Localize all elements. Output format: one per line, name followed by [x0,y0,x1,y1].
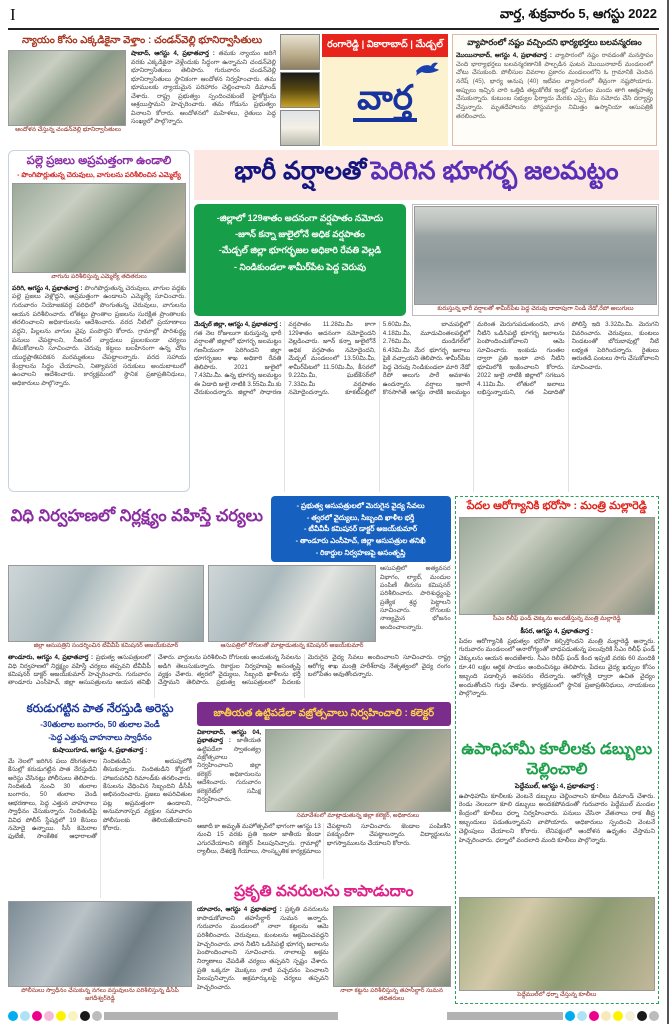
body-text: వ్యాపారంలో నష్టం రావడంతో మనస్తాపం చెంది భార్యాభర్తలు బలవన్మరణానికి పాల్పడిన ఘటన మొయినాబాద్ మండలంలో చోటు చేసుకుంది. పోలీసుల వివరాల ప్రకారం మండలంలోని ఓ గ్రామానికి చెందిన నరేష్ (45), భార్య అనుష (40) ఇటీవల వ్యాపారంలో తీవ్రంగా నష్టపోయారు. అప్పులు ఇచ్చిన వారి ఒత్తిడి తట్టుకోలేక ఇంట్లో పురుగుల మందు తాగి ఆత్మహత్య చేసుకున్నారు. కుటుంబ సభ్యుల ఫిర్యాదు మేరకు ఎస్సై కేసు నమోదు చేసి దర్యాప్తు చేస్తున్నారు. మృతదేహాలను పోస్టుమార్టం నిమిత్తం ఉస్మానియా ఆసుపత్రికి తరలించారు. [456,52,654,120]
highlight-item: -మేడ్చల్ జిల్లా భూగర్భజల అధికారి రేవతి వెల్లడి [218,245,382,256]
photo-block [8,50,128,142]
print-color-dot [625,1011,635,1021]
story-body [194,321,659,492]
story-body: ఆజాదీ కా అమృత్ మహోత్సవ్‌లో భాగంగా ఆగస్టు 13 నుంచి 15 వరకు ప్రతి ఇంటా జాతీయ జెండా ఎగురవేయాలని కలెక్టర్ పిలుపునిచ్చారు. గ్రామాల్లో ర్యాలీలు, దేశభక్తి గేయాలు, సాంస్కృతిక కార్యక్రమాలు చేపట్టాలని సూచించారు. జెండాల పంపిణీని పకడ్బందీగా చేపట్టాలన్నారు. విద్యార్థులను భాగస్వాములను చేయాలని కోరారు. [197,823,451,856]
print-color-dot [565,1011,575,1021]
intro-text: జాతీయత ఉట్టిపడేలా స్వాతంత్య్ర వజ్రోత్సవాలు నిర్వహించాలని జిల్లా కలెక్టర్ అధికారులను ఆదేశించారు. గురువారం కలెక్టరేట్‌లో సమీక్ష నిర్వహించారు. [197,737,261,803]
dateline: కీసర, ఆగస్టు 4, ప్రభాతవార్త : [520,627,594,635]
photo-caption: పెద్దేముల్‌లో ధర్నా చేస్తున్న కూలీలు [517,991,597,998]
photo-patient-ward [208,565,376,642]
highlights-box [271,496,451,562]
headline-part-1: భారీ వర్షాలతో [234,157,367,185]
photo-block [412,204,659,316]
story-body: మే నెలలో జరిగిన పలు దొంగతనాల కేసుల్లో కరుడుగట్టిన పాత నేరస్తుడిని అరెస్టు చేసినట్లు పోలీసులు తెలిపారు. నిందితుడి నుంచి 30 తులాల బంగారం, 50 తులాల వెండి ఆభరణాలు, పెద్ద ఎత్తున వాహనాలు స్వాధీనం చేసుకున్నారు. నిందితుడిపై వివిధ పోలీస్ స్టేషన్లలో 19 కేసులు నమోదై ఉన్నాయి. సీసీ కెమెరాల ఫుటేజీ, సాంకేతిక ఆధారాలతో నిందితుడిని అదుపులోకి తీసుకున్నారు. నిందితుడిని కోర్టులో హాజరుపరిచి రిమాండ్‌కు తరలించారు. కేసులను చేధించిన సిబ్బందిని డీసీపీ అభినందించారు. ప్రజలు అపరిచితుల పట్ల అప్రమత్తంగా ఉండాలని, అనుమానాస్పద వ్యక్తుల సమాచారం పోలీసులకు తెలియజేయాలని కోరారు. [8,758,192,841]
dateline: వికారాబాద్, ఆగస్టు 04, ప్రభాతవార్త : [197,729,261,745]
edition-banner: రంగారెడ్డి | వికారాబాద్ | మేడ్చల్ [322,34,448,57]
highlight-item: - టీవీవీపీ కమిషనర్ డాక్టర్ అజయ్‌కుమార్ [304,524,418,534]
dateline: కుషాయిగూడ, ఆగస్టు 4, ప్రభాతవార్త : [52,747,148,754]
photo-caption: పోలీసులు స్వాధీనం చేసుకున్న నగలు వస్తువులను పరిశీలిస్తున్న డీసీపీ జగదీశ్వర్‌రెడ్డి [21,988,179,1002]
print-color-dot [637,1011,647,1021]
highlight-item: - త్వరలో వైద్యులు, సిబ్బంది ఖాళీల భర్తీ [306,512,415,522]
dateline: తాండూరు, ఆగస్టు 4, ప్రభాతవార్త : [8,654,94,662]
photo-caption: కురుస్తున్న భారీ వర్షాలతో శామీర్‌పేట పెద్ద చెరువు దాదాపుగా నిండి నేడో,రేపో అలుగులు [437,305,634,312]
masthead-photo-collage [280,34,320,146]
photo-block [265,729,451,821]
right-column [455,496,659,1004]
story-body [456,52,653,121]
photo-stream-inspection [12,183,186,273]
highlights-box [194,204,406,316]
photo-caption: ఆసుపత్రిలో రోగులతో మాట్లాడుతున్న కమిషనర్ అజయ్‌కుమార్ [220,642,364,649]
story-land-oustees [8,34,276,146]
main-band [8,150,659,492]
story-village-alert [8,150,190,492]
newspaper-logo [322,57,448,146]
print-color-dot [20,1011,30,1021]
print-color-dot [577,1011,587,1021]
photo-collector-meeting [265,729,451,812]
gray-registration-bar [447,1012,563,1020]
folio-mark: I [10,5,16,24]
photo-caption: వాగును పరిశీలిస్తున్న ఎమ్మెల్యే తదితరులు [51,274,147,280]
body-text: ప్రకృతి వనరులను కాపాడుకోవాలని తహసీల్దార్ సుమన అన్నారు. గురువారం మండలంలో నాలా కట్టలను ఆమె పరిశీలించారు. చెరువులు, కుంటలను ఆక్రమించవద్దని హెచ్చరించారు. వాన నీటిని ఒడిసిపట్టి భూగర్భ జలాలను పెంపొందించాలని సూచించారు. నాలాలపై అక్రమ నిర్మాణాలు చేపడితే చర్యలు తప్పవని స్పష్టం చేశారు. ప్రతి ఒక్కరూ మొక్కలు నాటి పచ్చదనం పెంచాలని పిలుపునిచ్చారు. అక్రమార్కులపై చర్యలు తప్పవని హెచ్చరించారు. [197,906,329,992]
highlight-item: - తాండూరు ఎంసీహెచ్, జిల్లా ఆసుపత్రుల తనిఖీ [295,535,426,545]
masthead-date: వార్త, శుక్రవారం 5, ఆగస్టు 2022 [499,6,657,21]
photo-nala-inspection [333,906,451,987]
print-color-dot [92,1011,102,1021]
story-suicide [452,34,657,146]
collage-vehicle-photo [280,110,320,146]
story-headline: విధి నిర్వహణలో నిర్లక్ష్యం వహిస్తే చర్యలు [10,507,264,525]
print-color-dot [8,1011,18,1021]
masthead [280,34,448,146]
photo-cheque-handover [459,517,655,615]
photo-protest [8,50,126,126]
story-headline: ఉపాధిహామీ కూలీలకు డబ్బులు చెల్లించాలి [461,740,653,778]
dateline: పరిగి, ఆగస్టు 4, ప్రభాతవార్త : [12,284,83,292]
dateline: యాచారం, ఆగస్టు 4 ప్రభాతవార్త : [197,906,282,913]
print-color-dot [80,1011,90,1021]
print-color-dot [649,1011,659,1021]
print-color-dot [68,1011,78,1021]
photo-block [208,565,376,651]
photo-caption: ఆందోళన చేస్తున్న చండన్‌వెల్లి భూనిర్వాసితులు [15,127,121,133]
logo-wordmark: వార్త [353,81,417,122]
story-headline: న్యాయం కోసం ఎక్కడికైనా వెళ్తాం : చండన్‌వెల్లి భూనిర్వాసితులు [21,35,263,46]
photo-lake [414,206,657,305]
print-color-dot [601,1011,611,1021]
story-intro [197,729,261,821]
story-subhead: - పొంగిపొర్లుతున్న చెరువులు, వాగులను పరిశీలించిన ఎమ్మెల్యే [17,172,181,179]
registration-strip-right [447,1011,659,1021]
photo-block [8,565,204,651]
dateline: పెద్దేముల్, ఆగస్టు 4, ప్రభాతవార్త : [514,782,599,790]
story-wages [459,734,655,1001]
highlight-item: - రికార్డుల నిర్వహణపై అసంతృప్తి [315,547,406,557]
highlight-item: -పెద్ద ఎత్తున్న వాహనాలు స్వాధీనం [48,733,152,742]
photo-caption: జిల్లా ఆసుపత్రిని సందర్శించిన టీవీవీపీ కమిషనర్ అజయ్‌కుమార్ [33,642,179,649]
print-color-dot [44,1011,54,1021]
lower-band [8,496,659,1004]
highlight-item: -30తులాల బంగారం, 50 తులాల వెండీ [40,720,160,729]
gray-registration-bar [104,1012,338,1020]
story-body [8,654,451,698]
registration-strip-left [8,1011,338,1021]
story-headline: వ్యాపారంలో నష్టం వచ్చిందని భార్యభర్తలు బలవన్మరణం [467,37,642,47]
body-text: పొంగిపొర్లుతున్న చెరువులు, వాగుల వద్దకు పల్లె ప్రజలు వెళ్లొద్దని, అప్రమత్తంగా ఉండాలని ఎమ్మెల్యే సూచించారు. గురువారం నియోజకవర్గ పరిధిలో పొంగుతున్న చెరువులు, వాగులను ఆయన పరిశీలించారు. లోతట్టు ప్రాంతాల ప్రజలను సురక్షిత ప్రాంతాలకు తరలించాలని అధికారులను ఆదేశించారు. వరద నీటిలో ప్రయాణాలు వద్దని, పిల్లలను వాగుల వైపు పంపొద్దని కోరారు. గ్రామాల్లో పారిశుద్ధ్య పనులు చేపట్టాలని, సీజనల్ వ్యాధులు ప్రబలకుండా చర్యలు తీసుకోవాలని సూచించారు. చెరువు కట్టలు బలహీనంగా ఉన్న చోట యుద్ధప్రాతిపదికన మరమ్మతులు చేపట్టాలన్నారు. వరద సహాయ కేంద్రాలను సిద్ధం చేయాలని, నిత్యావసర సరుకులు అందుబాటులో ఉంచాలని ఆదేశించారు. కార్యక్రమంలో స్థానిక ప్రజాప్రతినిధులు, అధికారులు పాల్గొన్నారు. [12,284,186,388]
story-body: ఉపాధిహామీ కూలీలకు వెంటనే డబ్బులు చెల్లించాలని కూలీలు డిమాండ్ చేశారు. రెండు నెలలుగా కూలి డబ్బులు అందకపోవడంతో గురువారం పెద్దేముల్ మండల కేంద్రంలో కూలీలు ధర్నా నిర్వహించారు. పనులు చేసినా వేతనాలు రాక తీవ్ర ఇబ్బందులు పడుతున్నామని వాపోయారు. అధికారులు స్పందించి వెంటనే చెల్లింపులు చేయాలని కోరారు. లేనిపక్షంలో ఆందోళన ఉధృతం చేస్తామని హెచ్చరించారు. ధర్నాలో వందలాది మంది కూలీలు పాల్గొన్నారు. [458,792,655,844]
story-body [131,50,276,142]
photo-dharna [459,897,655,991]
highlight-item: - ప్రభుత్వ ఆసుపత్రులలో మెరుగైన వైద్య సేవలు [296,501,425,510]
story-headline: పల్లె ప్రజలు అప్రమత్తంగా ఉండాలి [26,155,172,167]
story-groundwater [194,150,659,492]
story-nature [197,906,451,1004]
collage-temple-photo [280,34,320,70]
story-headline-nature: ప్రకృతి వనరులను కాపాడుదాం [234,883,414,900]
photo-caption: సమావేశంలో మాట్లాడుతున్న జిల్లా కలెక్టర్, అధికారులు [296,812,420,819]
story-headline: కరుడుగట్టిన పాత నేరస్తుడి అరెస్టు [26,703,174,715]
page-topbar [8,0,659,30]
story-headline: పేదల ఆరోగ్యానికి భరోసా : మంత్రి మల్లారెడ్డి [466,500,647,512]
header-band [8,34,659,146]
story-health-assurance [459,500,655,734]
body-text: తమకు న్యాయం జరిగే వరకు ఎక్కడికైనా వెళ్లేందుకు సిద్ధంగా ఉన్నామని చండన్‌వెల్లి భూనిర్వాసితులు తెలిపారు. గురువారం చండన్‌వెల్లి భూనిర్వాసితులు స్థానికంగా ఆందోళన నిర్వహించారు. తమ భూములకు న్యాయమైన పరిహారం చెల్లించాలని డిమాండ్ చేశారు. రాష్ట్ర ప్రభుత్వం స్పందించకుంటే హైకోర్టును ఆశ్రయిస్తామని హెచ్చరించారు. తమ గోడును ప్రభుత్వం వినాలని కోరారు. ఆందోళనలో మహిళలు, రైతులు పెద్ద సంఖ్యలో పాల్గొన్నారు. [131,50,276,125]
highlight-item: -జిల్లాలో 129శాతం అదనంగా వర్షపాతం నమోదు [216,213,384,223]
collage-ornament-photo [280,72,320,108]
headline-part-2: పెరిగిన భూగర్భ జలమట్టం [370,157,619,185]
print-color-dot [56,1011,66,1021]
story-duty-negligence [8,496,451,698]
print-color-dot [32,1011,42,1021]
dateline: మేడ్చల్ జిల్లా, ఆగస్టు 4, ప్రభాతవార్త : [194,321,282,328]
dove-icon [414,61,440,82]
story-side-text: ఆసుపత్రిలో అత్యవసర విభాగం, ల్యాబ్, మందుల పంపిణీ తీరును కమిషనర్ పరిశీలించారు. పారిశుద్ధ్యంపై ప్రత్యేక శ్రద్ధ పెట్టాలని సూచించారు. రోగులకు నాణ్యమైన భోజనం అందించాలన్నారు. [380,565,451,631]
dateline: మొయినాబాద్, ఆగస్టు 4, ప్రభాతవార్త : [456,52,552,59]
story-diamond-jubilee [197,702,451,879]
body-text: ప్రభుత్వ ఆసుపత్రులలో విధి నిర్వహణలో నిర్లక్ష్యం వహిస్తే చర్యలు తప్పవని టీవీవీపీ కమిషనర్ డాక్టర్ అజయ్‌కుమార్ హెచ్చరించారు. గురువారం తాండూరు ఎంసీహెచ్, జిల్లా ఆసుపత్రులను ఆయన తనిఖీ చేశారు. వార్డులను పరిశీలించి రోగులకు అందుతున్న సేవలను అడిగి తెలుసుకున్నారు. రికార్డుల నిర్వహణపై అసంతృప్తి వ్యక్తం చేశారు. త్వరలో వైద్యులు, సిబ్బంది ఖాళీలను భర్తీ చేస్తామని తెలిపారు. ప్రభుత్వ ఆసుపత్రులలో పేదలకు మెరుగైన వైద్య సేవలు అందించాలని సూచించారు. రాష్ట్ర ఆరోగ్య శాఖ మంత్రి హరీశ్‌రావు నేతృత్వంలో వైద్య రంగం బలోపేతం అవుతోందన్నారు. [8,654,451,687]
story-headline: జాతీయత ఉట్టిపడేలా వజ్రోత్సవాలు నిర్వహించాలి : కలెక్టర్ [197,702,451,726]
lead-headline [194,150,659,200]
print-color-dot [613,1011,623,1021]
story-body: పేదల ఆరోగ్యానికి ప్రభుత్వం భరోసా కల్పిస్తోందని మంత్రి మల్లారెడ్డి అన్నారు. గురువారం మండలంలో అనారోగ్యంతో బాధపడుతున్న పలువురికి సీఎం రిలీఫ్ ఫండ్ చెక్కులను ఆయన అందజేశారు. సీఎం రిలీఫ్ ఫండ్ కింద ఇప్పటి వరకు 60 మందికి రూ.40 లక్షల ఆర్థిక సాయం అందించినట్లు తెలిపారు. పేదలు వైద్య ఖర్చుల కోసం ఇబ్బంది పడాల్సిన అవసరం లేదన్నారు. ఆరోగ్యశ్రీ ద్వారా ఉచిత వైద్యం అందుతోందని గుర్తు చేశారు. కార్యక్రమంలో స్థానిక ప్రజాప్రతినిధులు, నాయకులు పాల్గొన్నారు. [458,637,655,698]
story-body [12,285,186,489]
story-body [197,906,329,1004]
highlight-item: -జూన్ కన్నా జులైలోనే అధిక వర్షపాతం [235,229,365,240]
photo-block [333,906,451,1004]
print-color-dot [589,1011,599,1021]
photo-hospital-visit [8,565,204,642]
photo-caption: నాలా కట్టను పరిశీలిస్తున్న తహసీల్దార్ సుమన తదితరులు [340,988,443,1002]
print-registration-row [8,1010,659,1022]
body-text: గత నెల రోజులుగా కురుస్తున్న భారీ వర్షాలతో జిల్లాలో భూగర్భ జలమట్టం గణనీయంగా పెరిగిందని జిల్లా భూగర్భజల శాఖ అధికారి రేవతి తెలిపారు. 2021 జులైలో 7.43మి.మీ. ఉన్న భూగర్భ జలమట్టం ఈ ఏడాది జులై నాటికి 3.55మి.మీ.కు చేరుకుందన్నారు. జిల్లాలో సాధారణ వర్షపాతం 11.28మి.మీ కాగా 129శాతం అదనంగా నమోదైందని వెల్లడించారు. జూన్ కన్నా జులైలోనే అధిక వర్షపాతం నమోదైందని, మేడ్చల్ మండలంలో 13.50మి.మీ, శామీర్‌పేటలో 11.50మి.మీ, కీసరలో 9.22మి.మీ, ఘట్‌కేసర్‌లో 7.33మి.మీ వర్షపాతం నమోదైందన్నారు. కూకట్‌పల్లిలో 5.60మి.మీ, బాచుపల్లిలో 4.18మి.మీ, మూడుచింతలపల్లిలో 2.76మి.మీ, దుండిగల్‌లో 6.43మి.మీ మేర భూగర్భ జలాలు పైకి వచ్చాయని తెలిపారు. శామీర్‌పేట పెద్ద చెరువు నిండికుండలా మారి నేడో రేపో అలుగు పారే అవకాశం ఉందన్నారు. వర్షాలు ఇలాగే కొనసాగితే ఆగస్టు నాటికి జలమట్టం మరింత మెరుగుపడుతుందని, వాన నీటిని ఒడిసిపట్టి భూగర్భ జలాలను పెంపొందించుకోవాలని ఆమె సూచించారు. ఇంకుడు గుంతల ద్వారా ప్రతి ఇంటా వాన నీటిని భూమిలోకి ఇంకించాలని కోరారు. 2022 జులై నాటికి జిల్లాలో సగటున 4.11మి.మీ. లోతులో జలాలు లభిస్తున్నాయని, గత ఏడాదితో పోలిస్తే ఇది 3.32మి.మీ. మెరుగని వివరించారు. చెరువులు, కుంటలు నిండటంతో బోరుబావుల్లో నీటి లభ్యత పెరిగిందన్నారు. రైతులు ఆరుతడి పంటలు సాగు చేసుకోవాలని సూచించారు. [194,321,659,397]
story-criminal-arrest [8,702,192,1004]
photo-caption: సీఎం రిలీఫ్ ఫండ్ చెక్కును అందజేస్తున్న మంత్రి మల్లారెడ్డి [492,616,621,622]
highlight-item: - నిండికుండలా శామీర్‌పేట పెద్ద చెరువు [234,261,366,272]
dateline: షాబాద్, ఆగస్టు 4, ప్రభాతవార్త : [131,50,215,57]
photo-police-seizure [8,901,192,987]
